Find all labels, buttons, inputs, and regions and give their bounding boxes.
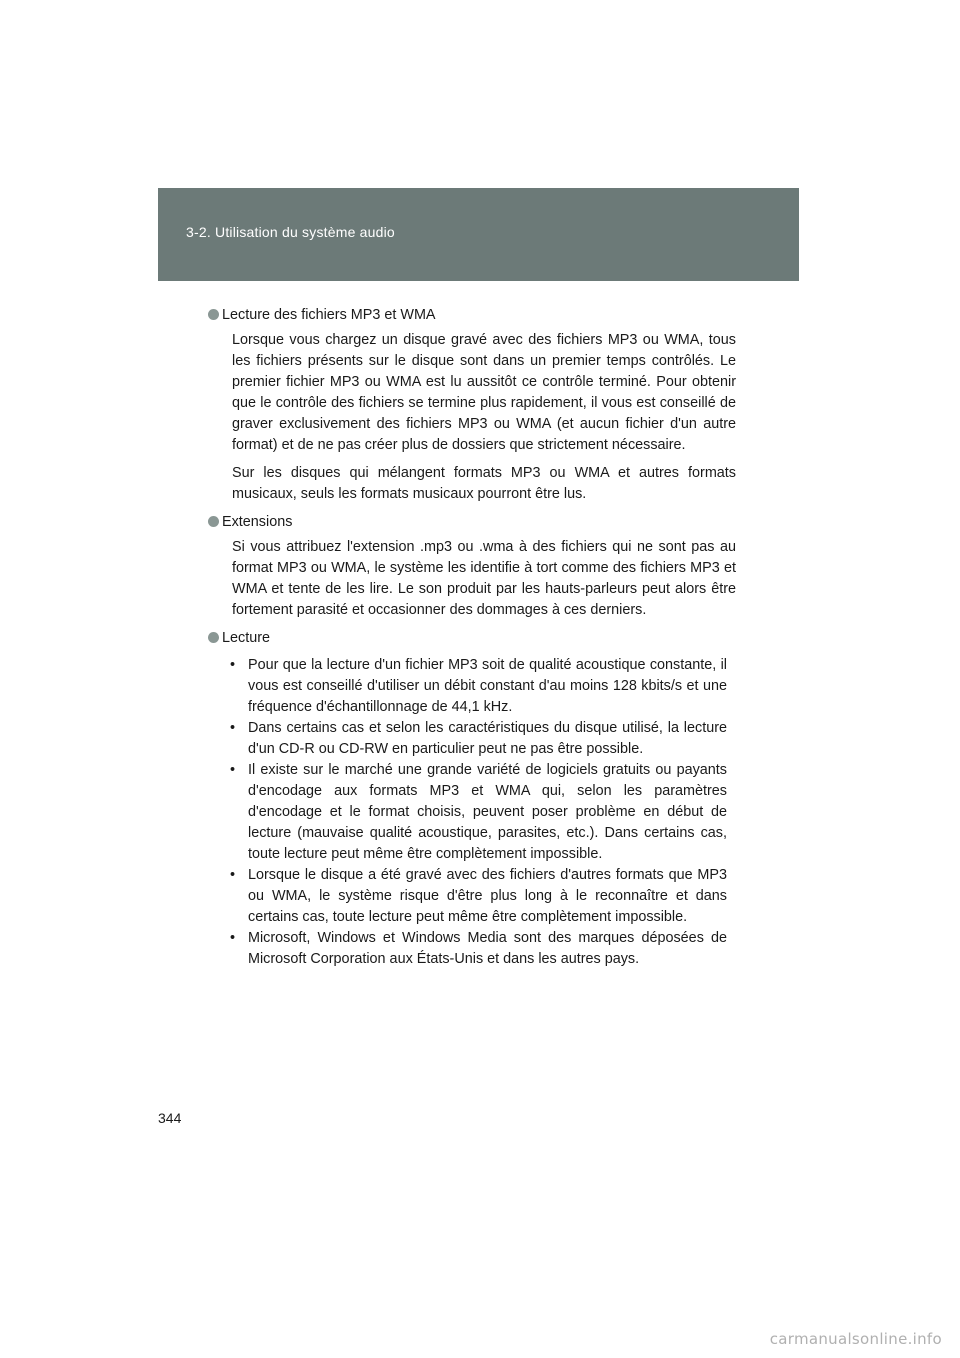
list-item-text: Microsoft, Windows et Windows Media sont des marques déposées de Microsoft Corporation aux États-Unis et dans les autres pays.: [248, 930, 727, 967]
bullet-dot-icon: •: [230, 720, 236, 736]
paragraph: Lorsque vous chargez un disque gravé avec des fichiers MP3 ou WMA, tous les fichiers présents sur le disque sont dans un premier temps contrôlés. Le premier fichier MP3 ou WMA est lu aussitôt ce contrôle terminé. Pour obtenir que le contrôle des fichiers se termine plus rapidement, il vous est conseillé de graver exclusivement des fichiers MP3 ou WMA (et aucun fichier d'un autre format) et de ne pas créer plus de dossiers que strictement nécessaire.: [232, 332, 736, 453]
bullet-dot-icon: •: [230, 930, 236, 946]
lecture-list: [230, 655, 727, 970]
list-item: [230, 928, 727, 970]
section-heading-text: Extensions: [222, 514, 293, 530]
section-header-bar: [158, 188, 799, 281]
bullet-dot-icon: •: [230, 762, 236, 778]
page-content: [222, 305, 736, 970]
section-heading: [222, 512, 736, 533]
section-heading-text: Lecture des fichiers MP3 et WMA: [222, 307, 436, 323]
section-title: 3-2. Utilisation du système audio: [186, 224, 395, 240]
list-item: [230, 655, 727, 718]
section-heading-text: Lecture: [222, 630, 270, 646]
list-item: [230, 718, 727, 760]
section-lecture: [222, 628, 736, 970]
list-item-text: Il existe sur le marché une grande variété de logiciels gratuits ou payants d'encodage aux formats MP3 et WMA qui, selon les paramètres d'encodage et le format choisis, peuvent poser problème en début de lecture (mauvaise qualité acoustique, parasites, etc.). Dans certains cas, toute lecture peut même être complètement impossible.: [248, 762, 727, 862]
bullet-dot-icon: •: [230, 867, 236, 883]
list-item: [230, 865, 727, 928]
bullet-circle-icon: [208, 309, 219, 320]
page-number: 344: [158, 1110, 182, 1126]
section-heading: [222, 628, 736, 649]
section-extensions: [222, 512, 736, 621]
paragraph: Si vous attribuez l'extension .mp3 ou .wma à des fichiers qui ne sont pas au format MP3 ou WMA, le système les identifie à tort comme des fichiers MP3 et WMA et tente de les lire. Le son produit par les hauts-parleurs peut alors être fortement parasité et occasionner des dommages à ces derniers.: [232, 539, 736, 618]
section-mp3-wma: [222, 305, 736, 505]
bullet-circle-icon: [208, 516, 219, 527]
list-item-text: Dans certains cas et selon les caractéristiques du disque utilisé, la lecture d'un CD-R ou CD-RW en particulier peut ne pas être possible.: [248, 720, 727, 757]
section-heading: [222, 305, 736, 326]
bullet-circle-icon: [208, 632, 219, 643]
watermark: carmanualsonline.info: [769, 1330, 942, 1348]
bullet-dot-icon: •: [230, 657, 236, 673]
list-item: [230, 760, 727, 865]
paragraph: Sur les disques qui mélangent formats MP3 ou WMA et autres formats musicaux, seuls les formats musicaux pourront être lus.: [232, 465, 736, 502]
list-item-text: Lorsque le disque a été gravé avec des fichiers d'autres formats que MP3 ou WMA, le système risque d'être plus long à le reconnaître et dans certains cas, toute lecture peut même être complètement impossible.: [248, 867, 727, 925]
list-item-text: Pour que la lecture d'un fichier MP3 soit de qualité acoustique constante, il vous est conseillé d'utiliser un débit constant d'au moins 128 kbits/s et une fréquence d'échantillonnage de 44,1 kHz.: [248, 657, 727, 715]
